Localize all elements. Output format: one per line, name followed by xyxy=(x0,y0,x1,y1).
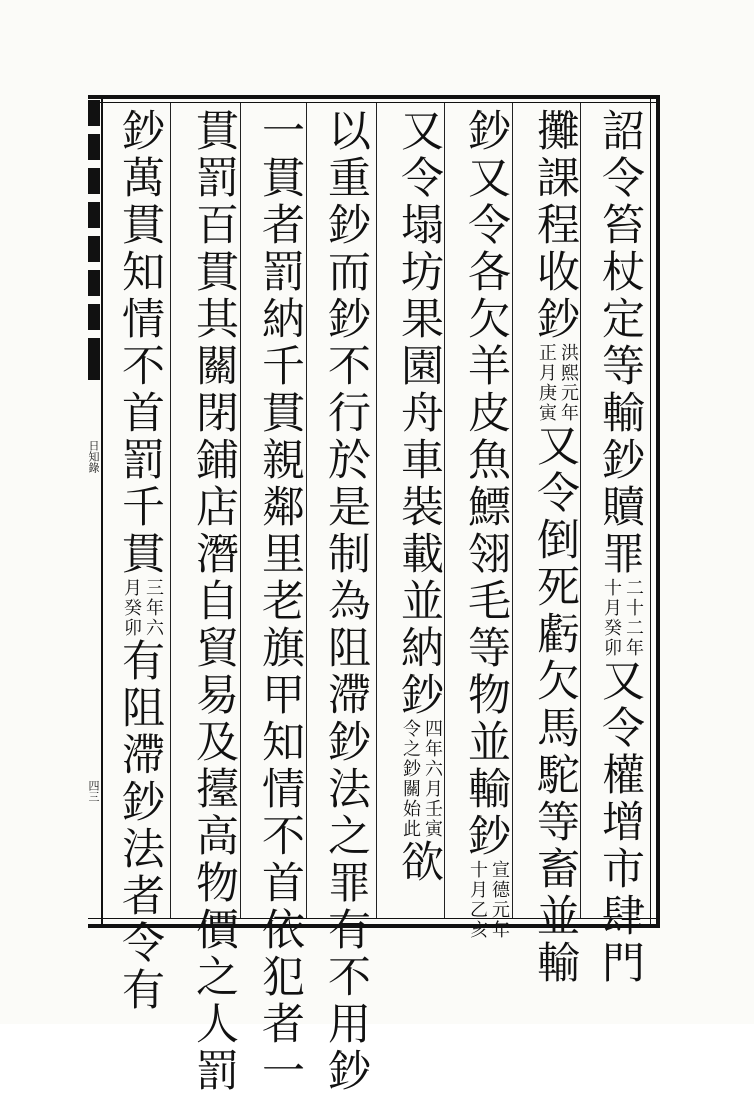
main-text: 又令權增市肆門 xyxy=(595,658,645,987)
note-left-line: 十月乙亥 xyxy=(467,860,488,940)
column-rule xyxy=(240,103,241,918)
text-column xyxy=(190,108,238,1095)
column-rule xyxy=(444,103,445,918)
frame-right-border xyxy=(656,95,660,928)
text-column xyxy=(596,108,644,987)
main-text: 貫罰百貫其關閉鋪店潛自貿易及擡高物價之人罰 xyxy=(189,108,239,1095)
column-rule xyxy=(512,103,513,918)
note-left-line: 月癸卯 xyxy=(121,578,142,638)
note-right-line: 洪熙元年 xyxy=(558,343,579,423)
column-rule xyxy=(170,103,171,918)
note-right-line: 宣德元年 xyxy=(489,860,510,940)
main-text: 詔令笞杖定等輸鈔贖罪 xyxy=(595,108,645,578)
note-right-line: 三年六 xyxy=(143,578,164,638)
main-text: 鈔又令各欠羊皮魚鰾翎毛等物並輸鈔 xyxy=(461,108,511,860)
main-text: 又令塌坊果園舟車裝載並納鈔 xyxy=(394,108,444,719)
text-column xyxy=(531,108,579,987)
main-text: 一貫者罰納千貫親鄰里老旗甲知情不首依犯者一 xyxy=(255,108,305,1095)
center-fold-block xyxy=(88,100,100,380)
note-right-line: 二十二年 xyxy=(623,578,644,658)
fishtail-mark xyxy=(88,340,100,372)
note-left-line: 正月庚寅 xyxy=(536,343,557,423)
main-text: 欲 xyxy=(394,839,444,886)
main-text: 有阻滯鈔法者令有 xyxy=(115,638,165,1014)
column-rule xyxy=(306,103,307,918)
interlinear-note xyxy=(399,719,443,839)
interlinear-note xyxy=(120,578,164,638)
center-fold-line xyxy=(101,95,103,928)
main-text: 鈔萬貫知情不首罰千貫 xyxy=(115,108,165,578)
interlinear-note xyxy=(535,343,579,423)
main-text: 攤課程收鈔 xyxy=(530,108,580,343)
note-left-line: 十月癸卯 xyxy=(601,578,622,658)
text-column xyxy=(462,108,510,940)
text-column xyxy=(256,108,304,1095)
note-right-line: 四年六月壬寅 xyxy=(422,719,443,839)
main-text: 又令倒死虧欠馬駝等畜並輸 xyxy=(530,423,580,987)
text-column xyxy=(322,108,370,1095)
page-number: 四三 xyxy=(87,780,100,802)
frame-top-border xyxy=(88,95,660,99)
note-left-line: 令之鈔關始此 xyxy=(400,719,421,839)
column-rule xyxy=(580,103,581,918)
chapter-marker: 日知錄 xyxy=(87,440,100,473)
interlinear-note xyxy=(466,860,510,940)
text-column xyxy=(395,108,443,886)
frame-right-inner-border xyxy=(650,95,651,928)
interlinear-note xyxy=(600,578,644,658)
column-rule xyxy=(376,103,377,918)
main-text: 以重鈔而鈔不行於是制為阻滯鈔法之罪有不用鈔 xyxy=(321,108,371,1095)
text-column xyxy=(116,108,164,1014)
frame-top-inner-border xyxy=(88,102,660,103)
